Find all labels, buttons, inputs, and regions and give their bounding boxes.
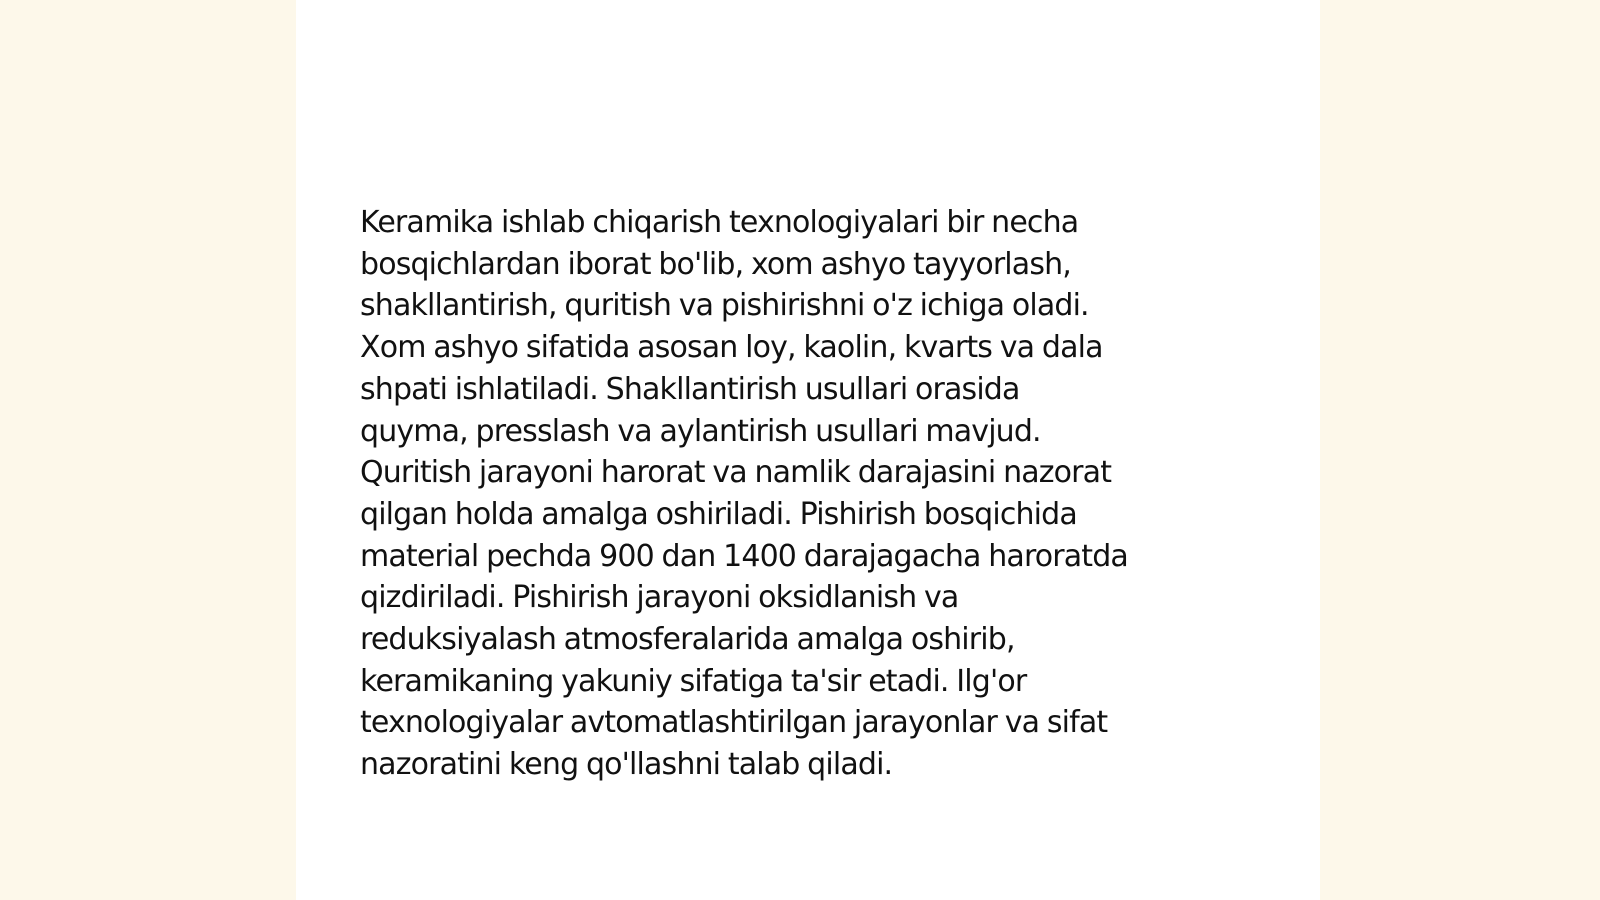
document-page bbox=[296, 0, 1320, 900]
body-paragraph: Keramika ishlab chiqarish texnologiyalari bir necha bosqichlardan iborat bo'lib, xom ashyo tayyorlash, shakllantirish, quritish va pishirishni o'z ichiga oladi. Xom ashyo sifatida asosan loy, kaolin, kvarts va dala shpati ishlatiladi. Shakllantirish usullari orasida quyma, presslash va aylantirish usullari mavjud. Quritish jarayoni harorat va namlik darajasini nazorat qilgan holda amalga oshiriladi. Pishirish bosqichida material pechda 900 dan 1400 darajagacha haroratda qizdiriladi. Pishirish jarayoni oksidlanish va reduksiyalash atmosferalarida amalga oshirib, keramikaning yakuniy sifatiga ta'sir etadi. Ilg'or texnologiyalar avtomatlashtirilgan jarayonlar va sifat nazoratini keng qo'llashni talab qiladi. bbox=[360, 205, 1128, 783]
